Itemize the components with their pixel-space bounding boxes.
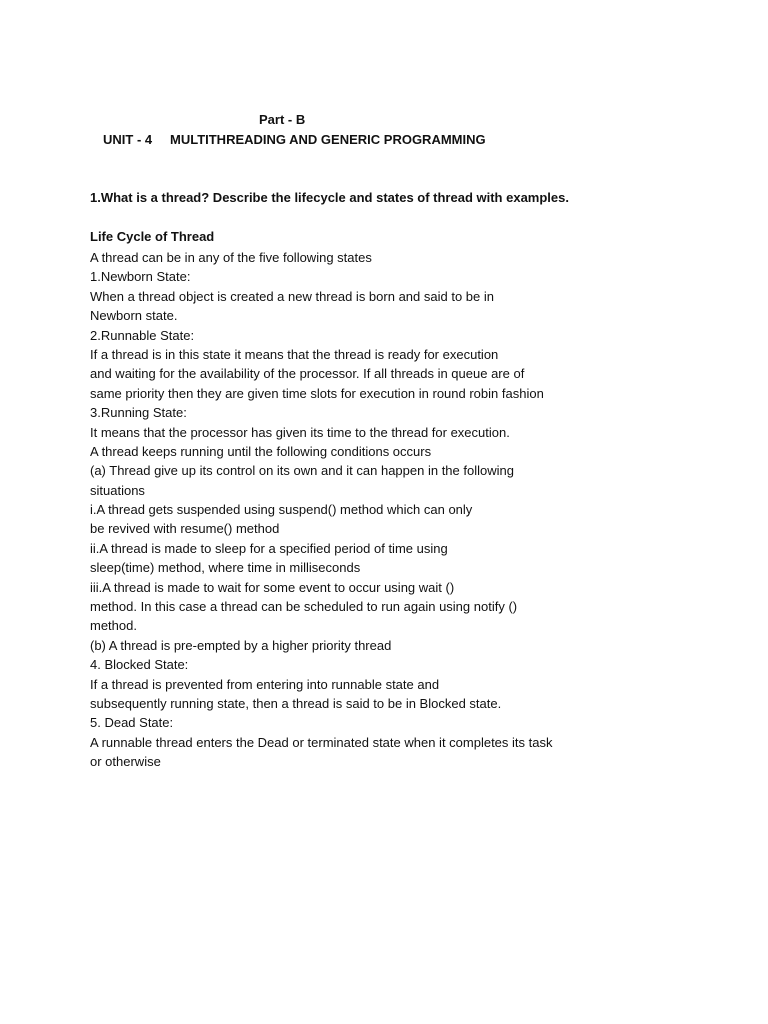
unit-title: MULTITHREADING AND GENERIC PROGRAMMING [170,132,486,147]
text-line: method. In this case a thread can be scheduled to run again using notify () [90,599,518,615]
text-line: 4. Blocked State: [90,657,189,673]
text-line: (a) Thread give up its control on its own and it can happen in the following [90,463,514,479]
unit-label: UNIT - 4 [103,132,153,147]
text-line: ii.A thread is made to sleep for a specified period of time using [90,540,448,556]
text-line: It means that the processor has given its time to the thread for execution. [90,424,510,440]
text-line: A runnable thread enters the Dead or terminated state when it completes its task [90,734,553,750]
text-line: When a thread object is created a new thread is born and said to be in [90,288,494,304]
text-line: subsequently running state, then a thread is said to be in Blocked state. [90,695,502,711]
text-line: 3.Running State: [90,405,187,421]
question-heading: 1.What is a thread? Describe the lifecycle and states of thread with examples. [90,190,569,205]
text-line: (b) A thread is pre-empted by a higher priority thread [90,637,392,653]
text-line: 1.Newborn State: [90,269,191,285]
text-line: i.A thread gets suspended using suspend() method which can only [90,502,473,518]
text-line: A thread can be in any of the five following states [90,250,372,265]
text-line: 2.Runnable State: [90,327,195,343]
text-line: method. [90,618,137,634]
text-line: A thread keeps running until the following conditions occurs [90,443,432,459]
text-line: or otherwise [90,754,161,770]
part-heading: Part - B [259,112,306,127]
section-title: Life Cycle of Thread [90,229,215,244]
unit-heading [103,132,486,148]
text-line: Newborn state. [90,308,178,324]
text-line: iii.A thread is made to wait for some event to occur using wait () [90,579,455,595]
text-line: be revived with resume() method [90,521,280,537]
text-line: If a thread is in this state it means that the thread is ready for execution [90,346,499,362]
text-line: 5. Dead State: [90,715,174,731]
body-text [90,248,740,772]
text-line: and waiting for the availability of the processor. If all threads in queue are of [90,366,525,382]
text-line: same priority then they are given time slots for execution in round robin fashion [90,385,544,401]
text-line: If a thread is prevented from entering into runnable state and [90,676,440,692]
text-line: sleep(time) method, where time in milliseconds [90,560,361,576]
text-line: situations [90,482,145,498]
